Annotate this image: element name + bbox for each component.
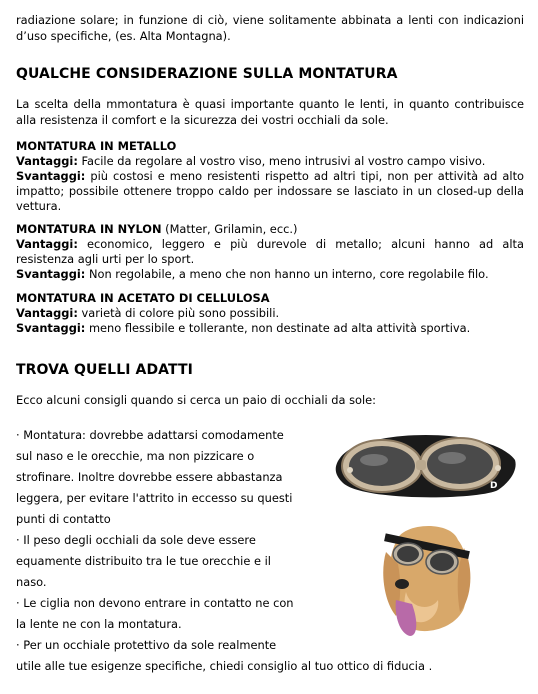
tips-list xyxy=(16,425,433,677)
tips-line: · Montatura: dovrebbe adattarsi comodamente xyxy=(16,428,284,442)
metal-frame-cons: Svantaggi: più costosi e meno resistenti rispetto ad altri tipi, non per attività ad alto impatto; possibile ottenere troppo caldo per indossare se lasciato in un closed-up della vettura. xyxy=(16,169,524,213)
intro-paragraph-tail: radiazione solare; in funzione di ciò, viene solitamente abbinata a lenti con indicazioni d’uso specifiche, (es. Alta Montagna). xyxy=(16,13,524,43)
nylon-frame-block xyxy=(16,222,524,282)
tips-line: la lente ne con la montatura. xyxy=(16,617,182,631)
nylon-frame-cons: Svantaggi: Non regolabile, a meno che non hanno un interno, core regolabile filo. xyxy=(16,267,489,281)
brand-mark: D xyxy=(490,481,498,491)
dog-icon xyxy=(376,512,476,642)
metal-frame-block xyxy=(16,139,524,214)
acetate-frame-title: MONTATURA IN ACETATO DI CELLULOSA xyxy=(16,291,270,305)
tips-line: · Il peso degli occhiali da sole deve essere xyxy=(16,533,256,547)
metal-frame-pros: Vantaggi: Facile da regolare al vostro viso, meno intrusivi al vostro campo visivo. xyxy=(16,154,486,168)
nylon-frame-title: MONTATURA IN NYLON (Matter, Grilamin, ecc.) xyxy=(16,222,298,236)
tips-line: punti di contatto xyxy=(16,512,111,526)
find-intro-paragraph: Ecco alcuni consigli quando si cerca un paio di occhiali da sole: xyxy=(16,393,377,407)
tips-line: strofinare. Inoltre dovrebbe essere abbastanza xyxy=(16,470,283,484)
section-title-frame: QUALCHE CONSIDERAZIONE SULLA MONTATURA xyxy=(16,66,398,82)
acetate-frame-cons: Svantaggi: meno flessibile e tollerante, non destinate ad alta attività sportiva. xyxy=(16,321,471,335)
frame-intro-paragraph: La scelta della mmontatura è quasi importante quanto le lenti, in quanto contribuisce alla resistenza il comfort e la sicurezza dei vostri occhiali da sole. xyxy=(16,97,524,127)
nylon-frame-pros: Vantaggi: economico, leggero e più durevole di metallo; alcuni hanno ad alta resistenza agli urti per lo sport. xyxy=(16,237,524,266)
tips-line: naso. xyxy=(16,575,47,589)
acetate-frame-block xyxy=(16,291,524,336)
tips-line: sul naso e le orecchie, ma non pizzicare o xyxy=(16,449,255,463)
acetate-frame-pros: Vantaggi: varietà di colore più sono possibili. xyxy=(16,306,280,320)
tips-line: · Per un occhiale protettivo da sole realmente xyxy=(16,638,277,652)
tips-line: leggera, per evitare l'attrito in eccesso su questi xyxy=(16,491,293,505)
goggles-icon xyxy=(330,420,520,510)
section-title-find: TROVA QUELLI ADATTI xyxy=(16,362,193,378)
metal-frame-title: MONTATURA IN METALLO xyxy=(16,139,177,153)
tips-line: · Le ciglia non devono entrare in contatto ne con xyxy=(16,596,294,610)
tips-line: utile alle tue esigenze specifiche, chiedi consiglio al tuo ottico di fiducia . xyxy=(16,659,433,673)
tips-line: equamente distribuito tra le tue orecchie e il xyxy=(16,554,271,568)
